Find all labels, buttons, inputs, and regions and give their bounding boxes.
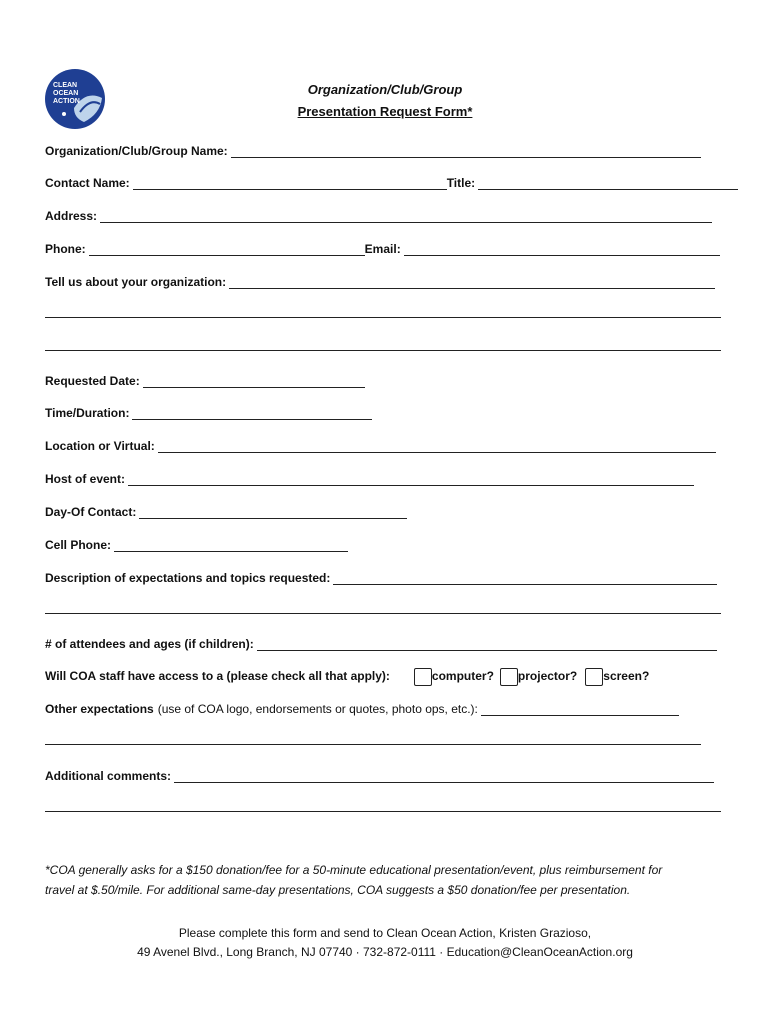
description-line-2[interactable] <box>45 613 721 614</box>
form-title-line1: Organization/Club/Group <box>307 82 463 97</box>
access-question-label: Will COA staff have access to a (please check all that apply): <box>45 669 390 683</box>
title-label: Title: <box>446 176 476 190</box>
other-expectations-hint: (use of COA logo, endorsements or quotes, photo ops, etc.): <box>157 702 478 716</box>
additional-comments-input[interactable] <box>174 770 714 783</box>
address-label: Address: <box>45 209 98 223</box>
footer <box>0 924 770 962</box>
donation-note-line1: *COA generally asks for a $150 donation/fee for a 50-minute educational presentation/event, plus reimbursement for <box>45 863 663 877</box>
other-expectations-label: Other expectations <box>45 702 154 716</box>
location-label: Location or Virtual: <box>45 439 155 453</box>
time-duration-row <box>45 402 372 420</box>
additional-comments-label: Additional comments: <box>45 769 172 783</box>
attendees-row <box>45 633 717 651</box>
contact-name-input[interactable] <box>133 177 447 190</box>
description-input[interactable] <box>333 572 717 585</box>
tell-us-input[interactable] <box>229 276 715 289</box>
requested-date-input[interactable] <box>143 375 365 388</box>
logo-text-1: CLEAN <box>53 82 78 89</box>
attendees-label: # of attendees and ages (if children): <box>45 637 254 651</box>
donation-note-line2: travel at $.50/mile. For additional same-day presentations, COA suggests a $50 donation/fee per presentation. <box>45 883 631 897</box>
address-row <box>45 205 712 223</box>
org-name-input[interactable] <box>231 145 701 158</box>
description-label: Description of expectations and topics requested: <box>45 571 331 585</box>
address-input[interactable] <box>100 210 712 223</box>
logo-text-2: OCEAN <box>53 90 79 97</box>
location-input[interactable] <box>158 440 716 453</box>
host-row <box>45 468 694 486</box>
requested-date-row <box>45 370 365 388</box>
day-of-contact-row <box>45 501 407 519</box>
additional-comments-line-2[interactable] <box>45 811 721 812</box>
tell-us-row <box>45 271 715 289</box>
access-row <box>45 665 649 683</box>
requested-date-label: Requested Date: <box>45 374 140 388</box>
contact-name-label: Contact Name: <box>45 176 130 190</box>
org-name-label: Organization/Club/Group Name: <box>45 144 228 158</box>
attendees-input[interactable] <box>257 638 717 651</box>
cell-phone-row <box>45 534 348 552</box>
time-duration-input[interactable] <box>132 407 372 420</box>
projector-label: projector? <box>517 669 578 683</box>
footer-line1: Please complete this form and send to Clean Ocean Action, Kristen Grazioso, <box>178 926 592 940</box>
contact-row <box>45 172 738 190</box>
form-title-line2: Presentation Request Form* <box>297 104 473 119</box>
description-row <box>45 567 717 585</box>
projector-checkbox[interactable] <box>500 668 518 686</box>
host-label: Host of event: <box>45 472 126 486</box>
footer-line2: 49 Avenel Blvd., Long Branch, NJ 07740 · 732-872-0111 · Education@CleanOceanAction.org <box>137 945 633 959</box>
email-input[interactable] <box>404 243 720 256</box>
logo-text-3: ACTION <box>53 98 80 105</box>
computer-checkbox[interactable] <box>414 668 432 686</box>
org-name-row <box>45 140 701 158</box>
screen-checkbox[interactable] <box>585 668 603 686</box>
email-label: Email: <box>364 242 401 256</box>
day-of-contact-label: Day-Of Contact: <box>45 505 137 519</box>
location-row <box>45 435 716 453</box>
tell-us-line-2[interactable] <box>45 317 721 318</box>
phone-label: Phone: <box>45 242 86 256</box>
donation-note <box>45 860 725 900</box>
day-of-contact-input[interactable] <box>139 506 407 519</box>
phone-input[interactable] <box>89 243 365 256</box>
host-input[interactable] <box>128 473 694 486</box>
phone-email-row <box>45 238 720 256</box>
tell-us-label: Tell us about your organization: <box>45 275 227 289</box>
cell-phone-input[interactable] <box>114 539 348 552</box>
computer-label: computer? <box>431 669 494 683</box>
other-expectations-input[interactable] <box>481 703 679 716</box>
other-expectations-row <box>45 698 679 716</box>
additional-comments-row <box>45 765 714 783</box>
tell-us-line-3[interactable] <box>45 350 721 351</box>
title-input[interactable] <box>478 177 738 190</box>
clean-ocean-action-logo <box>44 68 106 130</box>
time-duration-label: Time/Duration: <box>45 406 130 420</box>
other-expectations-line-2[interactable] <box>45 744 701 745</box>
screen-label: screen? <box>603 669 650 683</box>
cell-phone-label: Cell Phone: <box>45 538 112 552</box>
